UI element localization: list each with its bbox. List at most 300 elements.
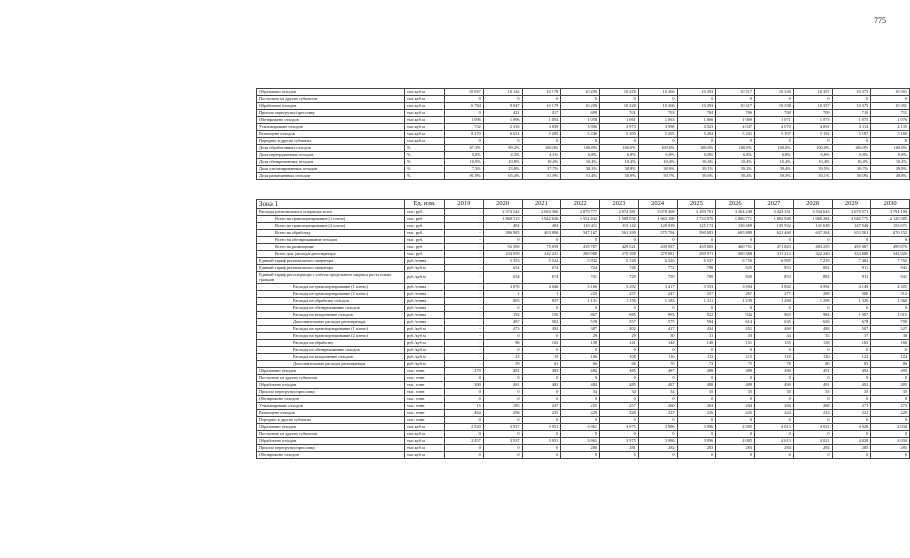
value-cell: 3 937 bbox=[483, 424, 522, 431]
value-cell: 112 bbox=[677, 354, 716, 361]
value-cell: 1 076 bbox=[871, 117, 910, 124]
table-row bbox=[257, 244, 910, 251]
value-cell: - bbox=[445, 291, 484, 298]
value-cell: 10 391 bbox=[871, 89, 910, 96]
value-cell: 590 683 bbox=[677, 230, 716, 237]
value-cell: 0 bbox=[600, 138, 639, 145]
value-cell: 0 bbox=[561, 96, 600, 103]
value-cell: 6,8% bbox=[832, 152, 871, 159]
value-cell: 123 bbox=[832, 354, 871, 361]
value-cell: 0 bbox=[638, 138, 677, 145]
value-cell: 10 338 bbox=[755, 103, 794, 110]
value-cell: 1 598 030 bbox=[600, 216, 639, 223]
value-cell: 0 bbox=[483, 138, 522, 145]
value-cell: 3 166 bbox=[561, 284, 600, 291]
row-label: Обезврежено отходов bbox=[257, 396, 405, 403]
value-cell: 23,8% bbox=[483, 166, 522, 173]
value-cell: 296 bbox=[483, 410, 522, 417]
value-cell: 0 bbox=[522, 347, 561, 354]
value-cell: 0 bbox=[832, 96, 871, 103]
row-unit: тыс. руб. bbox=[405, 244, 445, 251]
value-cell: 0 bbox=[483, 333, 522, 340]
row-unit: руб./тонна bbox=[405, 305, 445, 312]
row-unit: тыс.куб.м bbox=[405, 138, 445, 145]
value-cell: 237 bbox=[600, 291, 639, 298]
value-cell: 0 bbox=[716, 375, 755, 382]
value-cell: 300 bbox=[832, 291, 871, 298]
row-unit: тыс. тонн bbox=[405, 396, 445, 403]
value-cell: 820 bbox=[716, 272, 755, 284]
value-cell: 614 bbox=[716, 319, 755, 326]
value-cell: 67,3% bbox=[445, 145, 484, 152]
value-cell: 10,4% bbox=[716, 159, 755, 166]
value-cell: 387 bbox=[561, 326, 600, 333]
value-cell: 1 066 bbox=[677, 117, 716, 124]
value-cell: 144 bbox=[638, 340, 677, 347]
value-cell: 0 bbox=[600, 96, 639, 103]
value-cell: 264 bbox=[716, 403, 755, 410]
value-cell: 2 920 bbox=[445, 424, 484, 431]
value-cell: 481 bbox=[483, 368, 522, 375]
row-label: Прошло перегрузку/прессовку bbox=[257, 389, 405, 396]
value-cell: 34 bbox=[755, 333, 794, 340]
value-cell: 451 bbox=[716, 326, 755, 333]
row-label: Расходы на транспортирование (1 плечо) bbox=[257, 284, 405, 291]
value-cell: 147 540 bbox=[832, 223, 871, 230]
value-cell: 4 114 bbox=[832, 124, 871, 131]
value-cell: 19 bbox=[522, 354, 561, 361]
value-cell: 5 932 bbox=[561, 258, 600, 265]
table-row bbox=[257, 251, 910, 258]
value-cell: 6,8% bbox=[600, 152, 639, 159]
value-cell: 100,0% bbox=[600, 145, 639, 152]
value-cell: 417 bbox=[522, 110, 561, 117]
value-cell: 4 070 bbox=[755, 124, 794, 131]
value-cell: 0 bbox=[561, 375, 600, 382]
value-cell: 490 bbox=[755, 382, 794, 389]
value-cell: 4 135 bbox=[871, 124, 910, 131]
table-row bbox=[257, 237, 910, 244]
value-cell: 0 bbox=[522, 333, 561, 340]
value-cell: 0 bbox=[755, 375, 794, 382]
value-cell: 3 961 bbox=[561, 438, 600, 445]
row-unit: тыс.куб.м bbox=[405, 117, 445, 124]
value-cell: 270 398 bbox=[600, 251, 639, 258]
value-cell: 1 298 bbox=[793, 298, 832, 305]
value-cell: 488 bbox=[677, 368, 716, 375]
value-cell: 6,8% bbox=[793, 152, 832, 159]
value-cell: 561 290 bbox=[600, 230, 639, 237]
unit-header: Ед. изм. bbox=[405, 200, 445, 209]
table-row bbox=[257, 230, 910, 237]
value-cell: 135 932 bbox=[755, 223, 794, 230]
value-cell: 220 bbox=[871, 410, 910, 417]
value-cell: 39,8% bbox=[871, 166, 910, 173]
row-unit: тыс. руб. bbox=[405, 216, 445, 223]
value-cell: 495 067 bbox=[832, 244, 871, 251]
year-header: 2028 bbox=[793, 200, 832, 209]
value-cell: 386 985 bbox=[483, 230, 522, 237]
value-cell: 0 bbox=[561, 452, 600, 459]
value-cell: 1 942 636 bbox=[522, 216, 561, 223]
value-cell: 234 059 bbox=[483, 251, 522, 258]
value-cell: 98 bbox=[483, 340, 522, 347]
value-cell: 450 005 bbox=[677, 244, 716, 251]
table-row bbox=[257, 131, 910, 138]
value-cell: 5 553 bbox=[483, 258, 522, 265]
value-cell: 118 bbox=[755, 354, 794, 361]
value-cell: 485 bbox=[600, 368, 639, 375]
row-unit: тыс.куб.м bbox=[405, 103, 445, 110]
value-cell: 7,3% bbox=[445, 166, 484, 173]
value-cell: 0 bbox=[832, 417, 871, 424]
row-label: Поступило из других субъектов bbox=[257, 431, 405, 438]
value-cell: 1 071 bbox=[755, 117, 794, 124]
value-cell: 0 bbox=[600, 396, 639, 403]
value-cell: 0 bbox=[638, 347, 677, 354]
value-cell: 29 bbox=[600, 333, 639, 340]
table-row bbox=[257, 389, 910, 396]
value-cell: 5 246 bbox=[561, 131, 600, 138]
value-cell: 0 bbox=[793, 431, 832, 438]
value-cell: - bbox=[445, 361, 484, 368]
value-cell: 283 bbox=[677, 445, 716, 452]
value-cell: 479 bbox=[445, 368, 484, 375]
value-cell: 0 bbox=[522, 305, 561, 312]
table-row bbox=[257, 298, 910, 305]
table-row bbox=[257, 209, 910, 216]
value-cell: 10 317 bbox=[716, 103, 755, 110]
row-label: Дополнительные расходы регоператора bbox=[257, 319, 405, 326]
value-cell: 2 684 366 bbox=[522, 209, 561, 216]
value-cell: 31 bbox=[677, 333, 716, 340]
value-cell: 6 756 bbox=[716, 258, 755, 265]
value-cell: 35 bbox=[793, 333, 832, 340]
row-label: Обезврежено отходов bbox=[257, 452, 405, 459]
value-cell: 3 794 100 bbox=[871, 209, 910, 216]
value-cell: 66 bbox=[561, 361, 600, 368]
value-cell: 0 bbox=[677, 375, 716, 382]
value-cell: 621 460 bbox=[755, 230, 794, 237]
value-cell: 1 075 bbox=[832, 117, 871, 124]
value-cell: - bbox=[445, 284, 484, 291]
row-unit: тыс. руб. bbox=[405, 251, 445, 258]
value-cell: 6,8% bbox=[561, 152, 600, 159]
value-cell: 0 bbox=[638, 417, 677, 424]
value-cell: 710 bbox=[832, 110, 871, 117]
value-cell: 708 bbox=[755, 110, 794, 117]
value-cell: 115 142 bbox=[600, 223, 639, 230]
value-cell: 1 bbox=[483, 291, 522, 298]
value-cell: 701 bbox=[561, 272, 600, 284]
value-cell: 2 120 585 bbox=[871, 216, 910, 223]
value-cell: 280 bbox=[561, 445, 600, 452]
value-cell: 3 417 bbox=[638, 284, 677, 291]
value-cell: 1 096 bbox=[483, 117, 522, 124]
value-cell: 0 bbox=[561, 138, 600, 145]
value-cell: 100,0% bbox=[793, 145, 832, 152]
value-cell: 185 bbox=[483, 403, 522, 410]
value-cell: 853 bbox=[755, 265, 794, 272]
value-cell: 493 bbox=[871, 368, 910, 375]
row-unit: тыс.куб.м bbox=[405, 452, 445, 459]
row-label: Доля обезвреженных отходов bbox=[257, 159, 405, 166]
value-cell: 39,1% bbox=[677, 166, 716, 173]
value-cell: 3 992 bbox=[793, 284, 832, 291]
row-unit: тыс. руб. bbox=[405, 230, 445, 237]
value-cell: 484 bbox=[561, 368, 600, 375]
row-unit: руб./тонна bbox=[405, 284, 445, 291]
row-label: Доля обработанных отходов bbox=[257, 145, 405, 152]
value-cell: 0 bbox=[871, 347, 910, 354]
value-cell: 0 bbox=[755, 431, 794, 438]
value-cell: 0 bbox=[716, 396, 755, 403]
row-unit: тыс.куб.м bbox=[405, 131, 445, 138]
value-cell: 322 240 bbox=[793, 251, 832, 258]
value-cell: 0 bbox=[871, 138, 910, 145]
value-cell: 3 870 bbox=[483, 284, 522, 291]
value-cell: 15 bbox=[445, 403, 484, 410]
value-cell: 10,4% bbox=[755, 159, 794, 166]
value-cell: 266 bbox=[755, 403, 794, 410]
value-cell: 4 305 bbox=[871, 284, 910, 291]
table-row bbox=[257, 326, 910, 333]
value-cell: 3 842 bbox=[755, 284, 794, 291]
value-cell: 557 bbox=[600, 319, 639, 326]
table-row bbox=[257, 216, 910, 223]
value-cell: 0 bbox=[483, 445, 522, 452]
value-cell: 499 876 bbox=[871, 244, 910, 251]
value-cell: 0 bbox=[793, 452, 832, 459]
value-cell: 1 882 948 bbox=[755, 216, 794, 223]
value-cell: 0 bbox=[755, 138, 794, 145]
row-unit: руб./тонна bbox=[405, 298, 445, 305]
value-cell: 10 209 bbox=[561, 89, 600, 96]
value-cell: 485 bbox=[600, 382, 639, 389]
value-cell: 1 552 432 bbox=[561, 216, 600, 223]
table-row bbox=[257, 438, 910, 445]
value-cell: 28 bbox=[561, 333, 600, 340]
value-cell: 5 285 bbox=[522, 131, 561, 138]
value-cell: 61 bbox=[522, 361, 561, 368]
value-cell: 23 bbox=[483, 354, 522, 361]
value-cell: - bbox=[445, 340, 484, 347]
value-cell: 34 bbox=[600, 389, 639, 396]
value-cell: 0 bbox=[445, 452, 484, 459]
value-cell: 0 bbox=[522, 389, 561, 396]
value-cell: 0,0% bbox=[445, 152, 484, 159]
value-cell: 4 005 bbox=[716, 438, 755, 445]
value-cell: 4 028 bbox=[832, 424, 871, 431]
value-cell: 984 bbox=[793, 312, 832, 319]
row-unit: тыс.куб.м bbox=[405, 445, 445, 452]
value-cell: 0 bbox=[561, 347, 600, 354]
value-cell: 759 bbox=[638, 272, 677, 284]
value-cell: 0 bbox=[755, 96, 794, 103]
value-cell: 3 937 bbox=[483, 438, 522, 445]
value-cell: 229 bbox=[561, 410, 600, 417]
value-cell: 10 266 bbox=[638, 103, 677, 110]
value-cell: 5 205 bbox=[638, 131, 677, 138]
value-cell: 0 bbox=[561, 417, 600, 424]
value-cell: 59 bbox=[483, 361, 522, 368]
value-cell: 6,8% bbox=[755, 152, 794, 159]
value-cell: 5 205 bbox=[600, 131, 639, 138]
value-cell: 922 bbox=[677, 312, 716, 319]
row-label: Прошло перегрузку/прессовку bbox=[257, 445, 405, 452]
value-cell: 271 bbox=[832, 403, 871, 410]
value-cell: 0 bbox=[677, 305, 716, 312]
value-cell: 5 197 bbox=[755, 131, 794, 138]
row-label: Доля размещенных отходов bbox=[257, 173, 405, 180]
value-cell: 3 951 bbox=[522, 424, 561, 431]
row-label: Всего доп. расходы регоператора bbox=[257, 251, 405, 258]
value-cell: 0 bbox=[677, 237, 716, 244]
value-cell: 471 823 bbox=[755, 244, 794, 251]
value-cell: 35 bbox=[832, 389, 871, 396]
value-cell: 0 bbox=[522, 96, 561, 103]
value-cell: 10,4% bbox=[871, 159, 910, 166]
value-cell: 3 975 bbox=[600, 424, 639, 431]
value-cell: 0 bbox=[561, 237, 600, 244]
value-cell: 0 bbox=[445, 417, 484, 424]
value-cell: 10,4% bbox=[522, 159, 561, 166]
value-cell: 6 985 bbox=[755, 258, 794, 265]
row-label: Передано в другие субъекты bbox=[257, 138, 405, 145]
value-cell: 285 bbox=[832, 445, 871, 452]
value-cell: 487 bbox=[483, 319, 522, 326]
value-cell: 6 128 bbox=[600, 258, 639, 265]
value-cell: 34 bbox=[638, 389, 677, 396]
value-cell: 483 bbox=[522, 368, 561, 375]
value-cell: 312 bbox=[871, 291, 910, 298]
table-row bbox=[257, 354, 910, 361]
row-label: Расходы на обезвреживание отходов bbox=[257, 305, 405, 312]
row-unit: руб./куб.м bbox=[405, 333, 445, 340]
table-row bbox=[257, 117, 910, 124]
value-cell: 6,8% bbox=[638, 152, 677, 159]
row-label: Доля перегруженных отходов bbox=[257, 152, 405, 159]
value-cell: 867 bbox=[561, 312, 600, 319]
value-cell: 492 bbox=[832, 382, 871, 389]
value-cell: 1 063 bbox=[638, 117, 677, 124]
value-cell: 493 bbox=[871, 382, 910, 389]
row-label: Утилизировано отходов bbox=[257, 403, 405, 410]
value-cell: 0 bbox=[522, 375, 561, 382]
value-cell: 4 023 bbox=[677, 124, 716, 131]
value-cell: 10 228 bbox=[600, 103, 639, 110]
value-cell: 0 bbox=[793, 305, 832, 312]
value-cell: 853 bbox=[755, 272, 794, 284]
value-cell: 594 bbox=[677, 319, 716, 326]
value-cell: 2 457 bbox=[445, 438, 484, 445]
value-cell: 429 521 bbox=[600, 244, 639, 251]
table-header-row bbox=[257, 200, 910, 209]
value-cell: 141 638 bbox=[793, 223, 832, 230]
value-cell: - bbox=[445, 265, 484, 272]
table-row bbox=[257, 223, 910, 230]
value-cell: 10,9% bbox=[445, 159, 484, 166]
value-cell: 151 bbox=[716, 340, 755, 347]
value-cell: 138 bbox=[561, 340, 600, 347]
row-label: Расходы на обработку bbox=[257, 340, 405, 347]
value-cell: 100,0% bbox=[638, 145, 677, 152]
row-unit: тыс.куб.м bbox=[405, 89, 445, 96]
value-cell: 3 694 bbox=[716, 284, 755, 291]
value-cell: 709 bbox=[793, 110, 832, 117]
row-unit: тыс. тонн bbox=[405, 403, 445, 410]
value-cell: 242 231 bbox=[522, 251, 561, 258]
value-cell: 4 047 bbox=[716, 124, 755, 131]
value-cell: 6,8% bbox=[677, 152, 716, 159]
value-cell: 75 059 bbox=[522, 244, 561, 251]
value-cell: 344 926 bbox=[871, 251, 910, 258]
value-cell: 10,4% bbox=[638, 159, 677, 166]
value-cell: 78 bbox=[755, 361, 794, 368]
row-label: Образовано отходов bbox=[257, 424, 405, 431]
value-cell: 3 078 469 bbox=[638, 209, 677, 216]
value-cell: 701 bbox=[600, 110, 639, 117]
table-row bbox=[257, 173, 910, 180]
value-cell: 73 bbox=[677, 361, 716, 368]
table-row bbox=[257, 138, 910, 145]
value-cell: 3 304 248 bbox=[716, 209, 755, 216]
value-cell: 10 179 bbox=[522, 103, 561, 110]
row-label: Поступило из других субъектов bbox=[257, 375, 405, 382]
row-label: Поступило из других субъектов bbox=[257, 96, 405, 103]
row-unit: % bbox=[405, 159, 445, 166]
table-row bbox=[257, 410, 910, 417]
table-row bbox=[257, 445, 910, 452]
value-cell: 10 266 bbox=[638, 89, 677, 96]
value-cell: 0 bbox=[832, 305, 871, 312]
value-cell: 460 751 bbox=[716, 244, 755, 251]
value-cell: 5 180 bbox=[871, 131, 910, 138]
value-cell: 155 bbox=[755, 340, 794, 347]
row-label: Расходы на транспортирование (2 плечо) bbox=[257, 333, 405, 340]
row-label: Расходы на обезвреживание отходов bbox=[257, 347, 405, 354]
value-cell: 260 bbox=[638, 403, 677, 410]
table-row bbox=[257, 265, 910, 272]
value-cell: 3 951 bbox=[522, 438, 561, 445]
value-cell: - bbox=[445, 305, 484, 312]
value-cell: 35 bbox=[871, 389, 910, 396]
value-cell: 10 317 bbox=[716, 89, 755, 96]
value-cell: 65,4% bbox=[483, 173, 522, 180]
row-label: Образовано отходов bbox=[257, 89, 405, 96]
value-cell: 125 172 bbox=[677, 223, 716, 230]
value-cell: 284 bbox=[755, 445, 794, 452]
row-label: Расходы на захоронение отходов bbox=[257, 354, 405, 361]
value-cell: 257 bbox=[677, 291, 716, 298]
value-cell: 491 bbox=[793, 368, 832, 375]
value-cell: 483 bbox=[522, 382, 561, 389]
value-cell: 0 bbox=[871, 375, 910, 382]
value-cell: 10,4% bbox=[793, 159, 832, 166]
value-cell: 10 293 bbox=[677, 103, 716, 110]
value-cell: 3 189 701 bbox=[677, 209, 716, 216]
value-cell: 0 bbox=[445, 445, 484, 452]
value-cell: 670 152 bbox=[871, 230, 910, 237]
value-cell: 10 338 bbox=[755, 89, 794, 96]
value-cell: 507 bbox=[832, 326, 871, 333]
value-cell: 37 bbox=[832, 333, 871, 340]
value-cell: 0 bbox=[755, 396, 794, 403]
row-label: Всего на обработку bbox=[257, 230, 405, 237]
value-cell: 120 bbox=[793, 354, 832, 361]
value-cell: 0 bbox=[638, 237, 677, 244]
value-cell: 0 bbox=[561, 396, 600, 403]
